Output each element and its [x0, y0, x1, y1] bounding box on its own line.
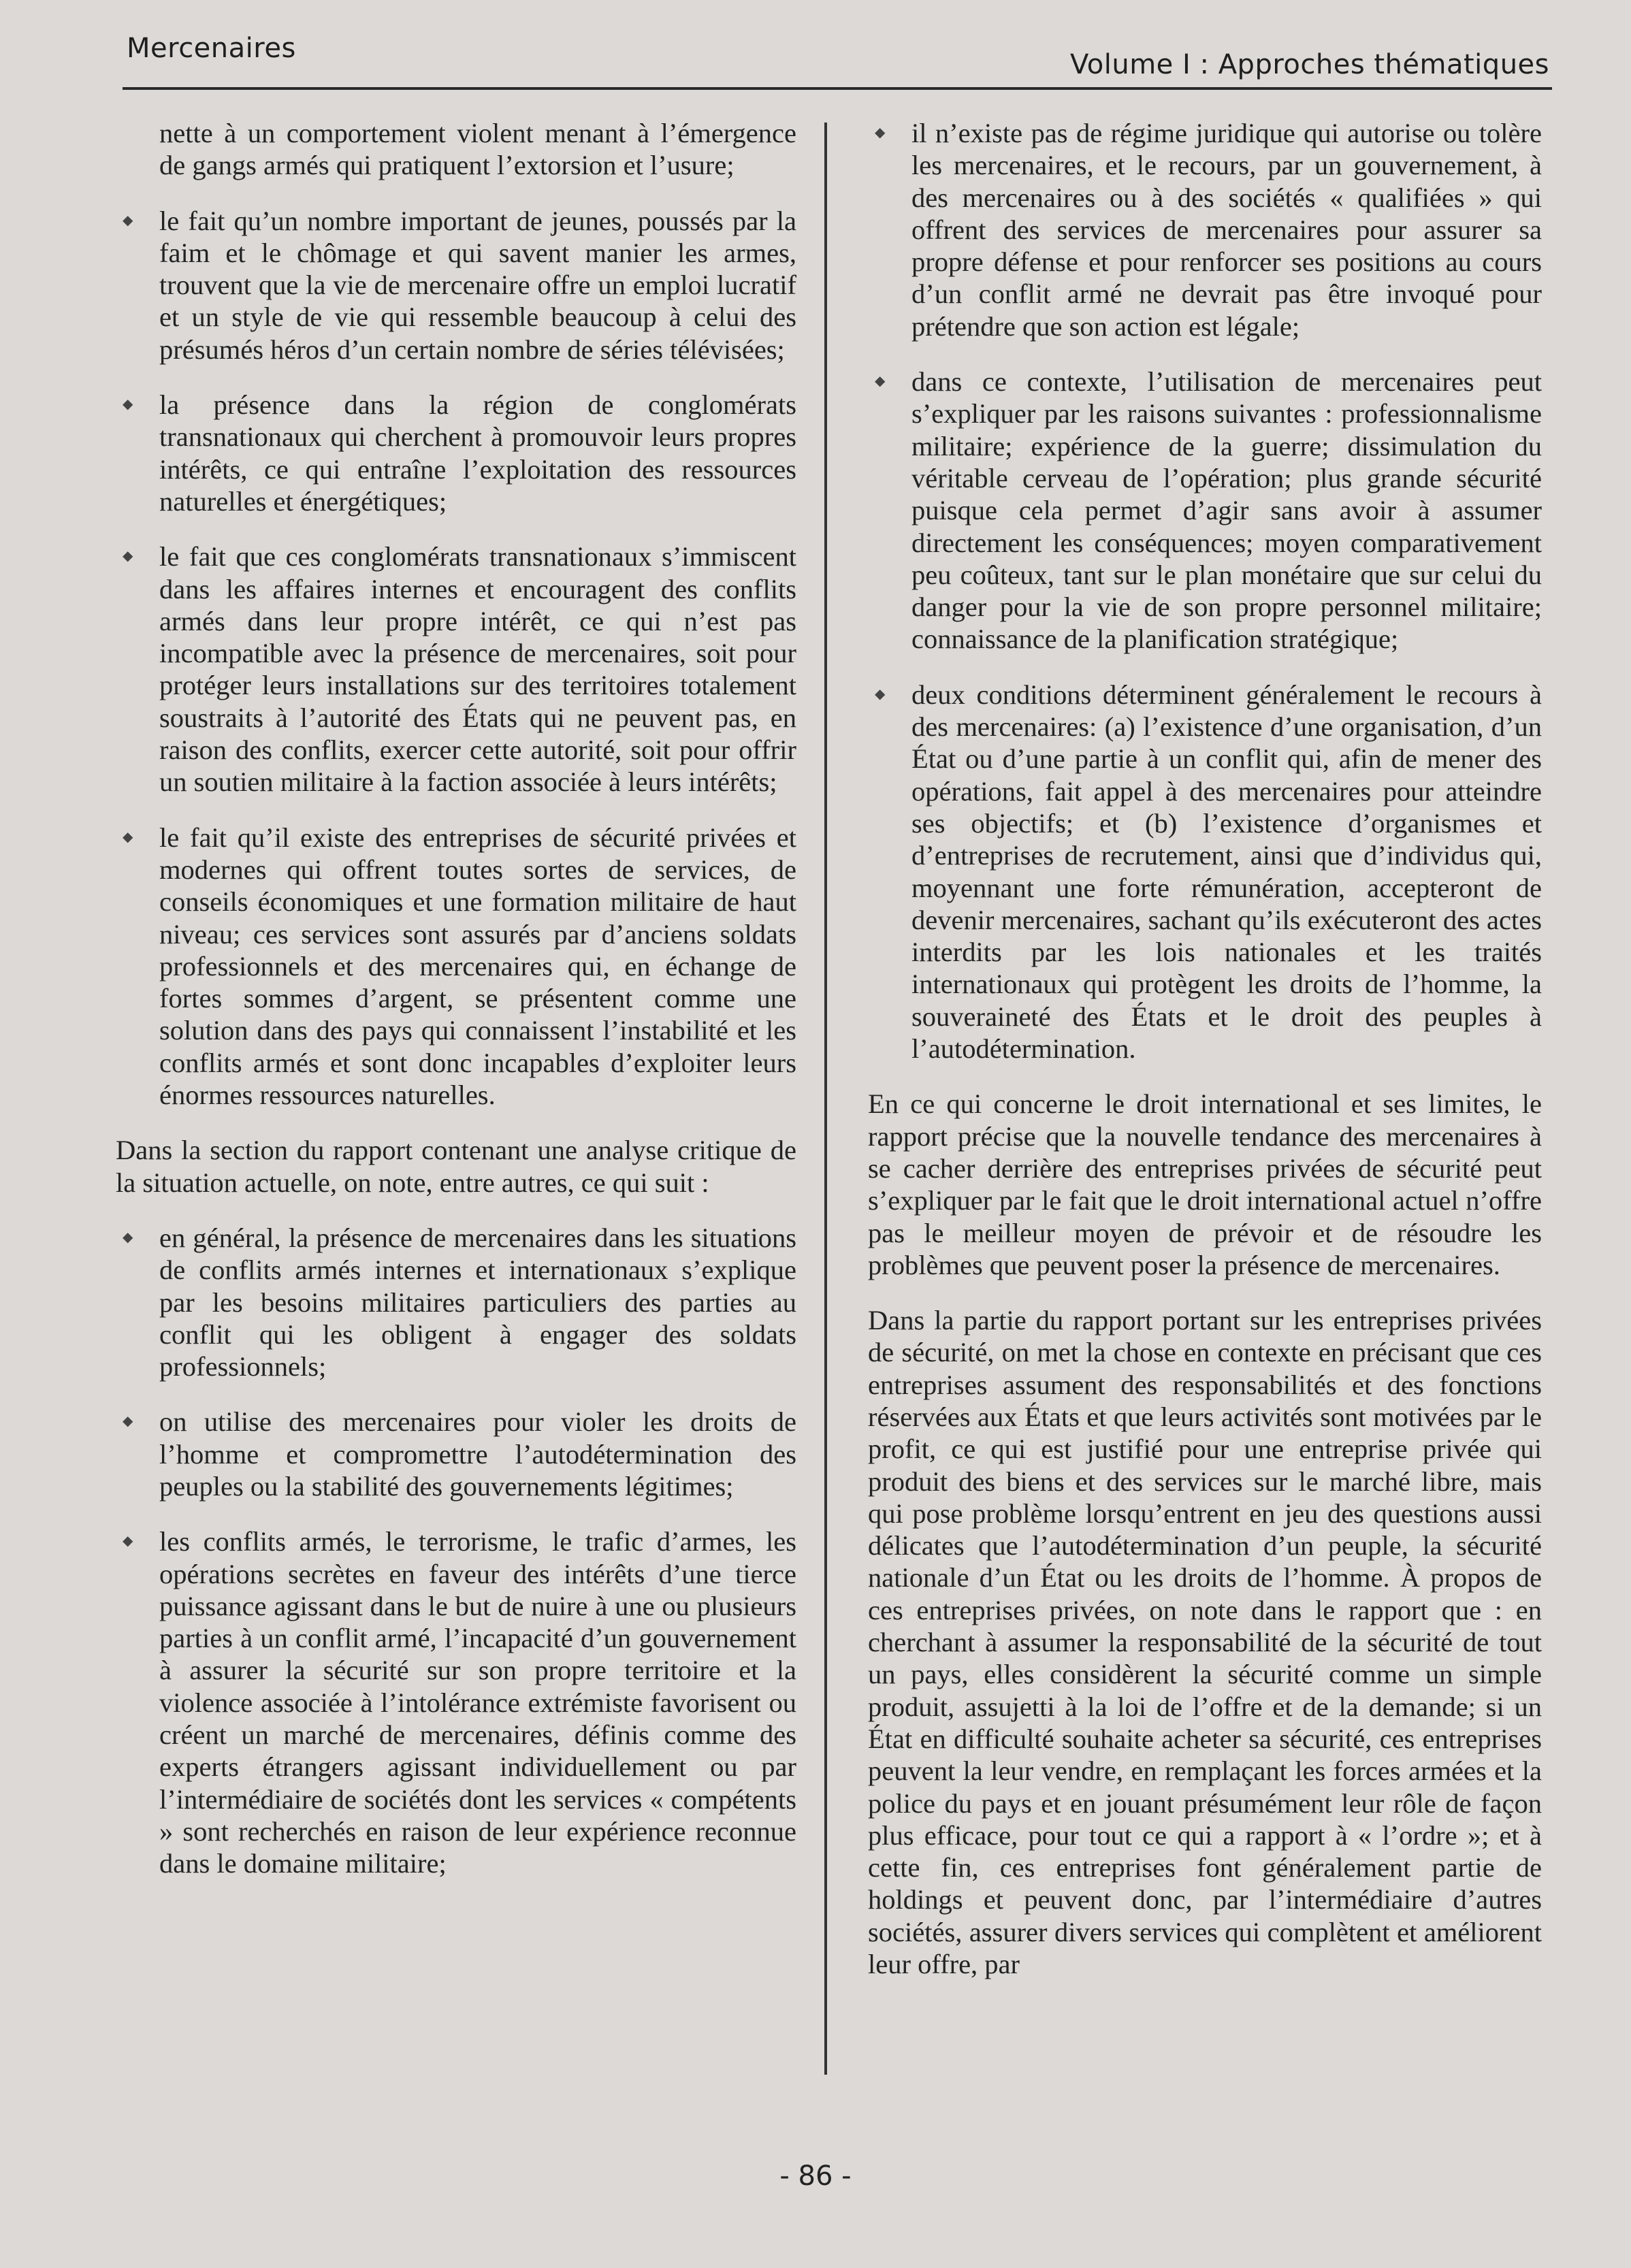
header-rule	[123, 87, 1552, 90]
bullet-item: ◆ le fait qu’il existe des entreprises de sécurité privées et modernes qui offrent toutes sortes de services, de conseils économiques et une formation militaire de haut niveau; ces services sont assurés par d’anciens soldats professionnels et des mercenaires qui, en échange de fortes sommes d’argent, se présentent comme une solution dans des pays qui connaissent l’instabilité et les conflits armés et sont donc incapables d’exploiter leurs énormes ressources naturelles.	[116, 822, 796, 1112]
running-header-left: Mercenaires	[127, 33, 296, 64]
bullet-item: ◆ on utilise des mercenaires pour violer les droits de l’homme et compromettre l’autodétermination des peuples ou la stabilité des gouvernements légitimes;	[116, 1406, 796, 1502]
bullet-item: ◆ le fait que ces conglomérats transnationaux s’immiscent dans les affaires internes et encouragent des conflits armés dans leur propre intérêt, ce qui n’est pas incompatible avec la présence de mercenaires, soit pour protéger leurs installations sur des territoires totalement soustraits à l’autorité des États qui ne peuvent pas, en raison des conflits, exercer cette autorité, soit pour offrir un soutien militaire à la faction associée à leurs intérêts;	[116, 540, 796, 798]
bullet-item: ◆ les conflits armés, le terrorisme, le trafic d’armes, les opérations secrètes en faveur des intérêts d’une tierce puissance agissant dans le but de nuire à une ou plusieurs parties à un conflit armé, l’incapacité d’un gouvernement à assurer la sécurité sur son propre territoire et la violence associée à l’intolérance extrémiste favorisent ou créent un marché de mercenaires, définis comme des experts étrangers agissant individuellement ou par l’intermédiaire de sociétés dont les services « compétents » sont recherchés en raison de leur expérience reconnue dans le domaine militaire;	[116, 1525, 796, 1879]
column-divider	[824, 123, 827, 2075]
bullet-item: ◆ la présence dans la région de conglomérats transnationaux qui cherchent à promouvoir leurs propres intérêts, ce qui entraîne l’exploitation des ressources naturelles et énergétiques;	[116, 389, 796, 517]
page-number: - 86 -	[779, 2160, 852, 2192]
bullet-item: ◆ deux conditions déterminent généralement le recours à des mercenaires: (a) l’existence d’une organisation, d’un État ou d’une partie à un conflit qui, afin de mener des opérations, fait appel à des mercenaires pour atteindre ses objectifs; et (b) l’existence d’organismes et d’entreprises de recrutement, ainsi que d’individus qui, moyennant une forte rémunération, accepteront de devenir mercenaires, sachant qu’ils exécuteront des actes interdits par les lois nationales et les traités internationaux qui protègent les droits de l’homme, la souveraineté des États et le droit des peuples à l’autodétermination.	[868, 679, 1542, 1065]
body-paragraph: Dans la partie du rapport portant sur les entreprises privées de sécurité, on met la chose en contexte en précisant que ces entreprises assument des responsabilités et des fonctions réservées aux États et que leurs activités sont motivées par le profit, ce qui est justifié pour une entreprise privée qui produit des biens et des services sur le marché libre, mais qui pose problème lorsqu’entrent en jeu des questions aussi délicates que l’autodétermination d’un peuple, la sécurité nationale d’un État ou les droits de l’homme. À propos de ces entreprises privées, on note dans le rapport que : en cherchant à assumer la responsabilité de la sécurité de tout un pays, elles considèrent la sécurité comme un simple produit, assujetti à la loi de l’offre et de la demande; si un État en difficulté souhaite acheter sa sécurité, ces entreprises peuvent la leur vendre, en remplaçant les forces armées et la police du pays et en jouant présumément leur rôle de façon plus efficace, pour tout ce qui a rapport à « l’ordre »; et à cette fin, ces entreprises font généralement partie de holdings et peuvent donc, par l’intermédiaire d’autres sociétés, assurer divers services qui complètent et améliorent leur offre, par	[868, 1305, 1542, 1980]
bullet-list-2	[116, 1222, 796, 1880]
bullet-item: ◆ le fait qu’un nombre important de jeunes, poussés par la faim et le chômage et qui savent manier les armes, trouvent que la vie de mercenaire offre un emploi lucratif et un style de vie qui ressemble beaucoup à celui des présumés héros d’un certain nombre de séries télévisées;	[116, 205, 796, 366]
body-paragraph: Dans la section du rapport contenant une analyse critique de la situation actuelle, on note, entre autres, ce qui suit :	[116, 1135, 796, 1198]
left-column	[116, 117, 796, 1903]
bullet-item: ◆ dans ce contexte, l’utilisation de mercenaires peut s’expliquer par les raisons suivantes : professionnalisme militaire; expérience de la guerre; dissimulation du véritable cerveau de l’opération; plus grande sécurité puisque cela permet d’agir sans avoir à assumer directement les conséquences; moyen comparativement peu coûteux, tant sur le plan monétaire que sur celui du danger pour la vie de son propre personnel militaire; connaissance de la planification stratégique;	[868, 366, 1542, 655]
continued-bullet-text: nette à un comportement violent menant à l’émergence de gangs armés qui pratiquent l’extorsion et l’usure;	[159, 118, 796, 181]
body-paragraph: En ce qui concerne le droit international et ses limites, le rapport précise que la nouvelle tendance des mercenaires à se cacher derrière des entreprises privées de sécurité peut s’expliquer par le fait que le droit international actuel n’offre pas le meilleur moyen de prévoir et de résoudre les problèmes que peuvent poser la présence de mercenaires.	[868, 1088, 1542, 1280]
bullet-item: ◆ en général, la présence de mercenaires dans les situations de conflits armés internes et internationaux s’explique par les besoins militaires particuliers des parties au conflit qui les obligent à engager des soldats professionnels;	[116, 1222, 796, 1382]
bullet-item: ◆ il n’existe pas de régime juridique qui autorise ou tolère les mercenaires, et le recours, par un gouvernement, à des mercenaires ou à des sociétés « qualifiées » qui offrent des services de mercenaires pour assurer sa propre défense et pour renforcer ses positions au cours d’un conflit armé ne devrait pas être invoqué pour prétendre que son action est légale;	[868, 117, 1542, 342]
running-header-right: Volume I : Approches thématiques	[1070, 49, 1549, 80]
bullet-list-3	[868, 117, 1542, 1065]
bullet-list-1	[116, 205, 796, 1112]
right-column	[868, 117, 1542, 2003]
